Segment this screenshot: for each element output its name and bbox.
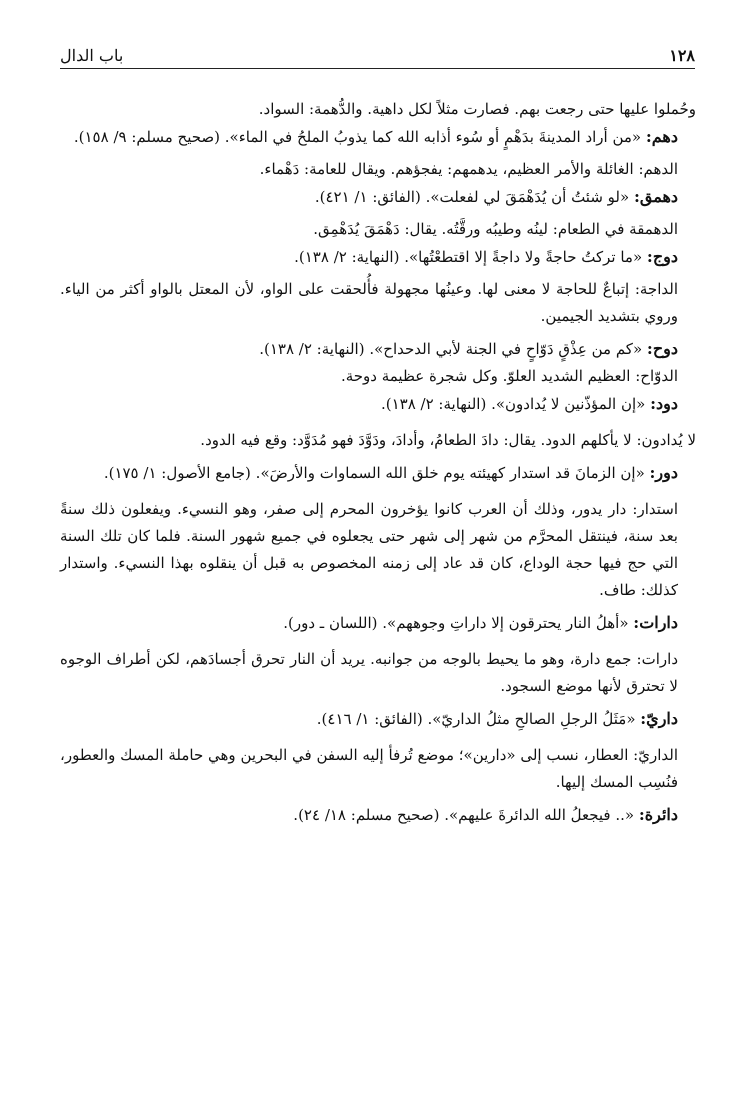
page-number: ١٢٨ [669,46,695,65]
entry-paragraph [60,459,696,487]
entry-paragraph [60,609,696,637]
entry-headword: دارات: [633,613,678,632]
paragraph-text: «من أراد المدينةَ بدَهْمٍ أو سُوء أذابه الله كما يذوبُ الملحُ في الماء». (صحيح مسلم: ٩/ ١٥٨). [73,128,646,146]
paragraph-text: «ما تركتُ حاجةً ولا داجةً إلا اقتطعْتُها». (النهاية: ٢/ ١٣٨). [294,248,647,266]
explanation-paragraph [60,646,696,700]
explanation-paragraph [60,496,696,604]
entry-headword: دوح: [646,339,678,358]
entry-headword: دور: [649,463,678,482]
entry-paragraph [60,183,696,211]
entry-headword: دهم: [645,127,678,146]
paragraph-text: «لو شئتُ أن يُدَهْمَقَ لي لفعلت». (الفائق: ١/ ٤٢١). [314,188,634,206]
entry-headword: دود: [650,394,678,413]
explanation-paragraph [60,276,696,330]
paragraph-text: دارات: جمع دارة، وهو ما يحيط بالوجه من جوانبه. يريد أن النار تحرق أجسادَهم، لكن أطراف الوجوه لا تحترق لأنها موضع السجود. [60,650,678,695]
paragraph-text: لا يُدادون: لا يأكلهم الدود. يقال: دادَ الطعامُ، وأدادَ، ودَوَّدَ فهو مُدَوَّد: وقع فيه الدود. [200,431,696,449]
explanation-paragraph [60,363,696,390]
entry-paragraph [60,705,696,733]
paragraph-text: الدهم: الغائلة والأمر العظيم، يدهمهم: يفجؤهم. ويقال للعامة: دَهْماء. [259,160,678,178]
paragraph-text: الدهمقة في الطعام: لينُه وطيبُه ورقَّتُه. يقال: دَهْمَقَ يُدَهْمِق. [313,220,678,238]
explanation-paragraph [60,427,696,454]
explanation-paragraph [60,216,696,243]
paragraph-text: وحُملوا عليها حتى رجعت بهم. فصارت مثلاً لكل داهية. والدُّهمة: السواد. [258,100,696,118]
entry-paragraph [60,243,696,271]
paragraph-text: «.. فيجعلُ الله الدائرةَ عليهم». (صحيح مسلم: ١٨/ ٢٤). [293,806,639,824]
entry-paragraph [60,123,696,151]
entry-headword: دهمق: [633,187,678,206]
explanation-paragraph [60,742,696,796]
paragraph-text: «مَثَلُ الرجلِ الصالحِ مثلُ الداريّ». (الفائق: ١/ ٤١٦). [316,710,641,728]
entry-paragraph [60,390,696,418]
entry-paragraph [60,801,696,829]
entry-headword: دائرة: [638,805,678,824]
paragraph-text: «كم من عِذْقٍ دَوّاحٍ في الجنة لأبي الدحداح». (النهاية: ٢/ ١٣٨). [259,340,647,358]
paragraph-text: الداريّ: العطار، نسب إلى «دارين»؛ موضع تُرفأ إليه السفن في البحرين وهي حاملة المسك والعطور، فنُسِب المسك إليها. [60,746,678,791]
entry-paragraph [60,335,696,363]
paragraph-text: استدار: دار يدور، وذلك أن العرب كانوا يؤخرون المحرم إلى صفر، وهو النسيء. ويفعلون ذلك سنةً بعد سنة، فينتقل المحرَّم من شهر إلى شهر حتى يجعلوه في جميع شهور السنة. فلما كان تلك السنة التي حج فيها حجة الوداع، كان قد عاد إلى زمنه المخصوص به قبل أن ينقلوه بهذا النسيء. واستدار كذلك: طاف. [60,500,678,599]
paragraph-text: «أهلُ النار يحترقون إلا داراتِ وجوههم». (اللسان ـ دور). [283,614,634,632]
paragraph-text: «إن المؤذّنين لا يُدادون». (النهاية: ٢/ ١٣٨). [380,395,651,413]
paragraph-text: الدوّاح: العظيم الشديد العلوّ. وكل شجرة عظيمة دوحة. [340,367,678,385]
explanation-paragraph [60,156,696,183]
entry-headword: داريّ: [640,709,678,728]
dictionary-text [60,96,696,829]
entry-headword: دوج: [646,247,678,266]
paragraph-text: «إن الزمانَ قد استدار كهيئته يوم خلق الله السماوات والأرضَ». (جامع الأصول: ١/ ١٧٥). [103,464,650,482]
page-header [60,44,695,69]
explanation-paragraph [60,96,696,123]
paragraph-text: الداجة: إتباعٌ للحاجة لا معنى لها. وعينُها مجهولة فأُلحقت على الواو، لأن المعتل بالواو أكثر من الياء. وروي بتشديد الجيمين. [60,280,678,325]
running-title: باب الدال [60,46,124,65]
